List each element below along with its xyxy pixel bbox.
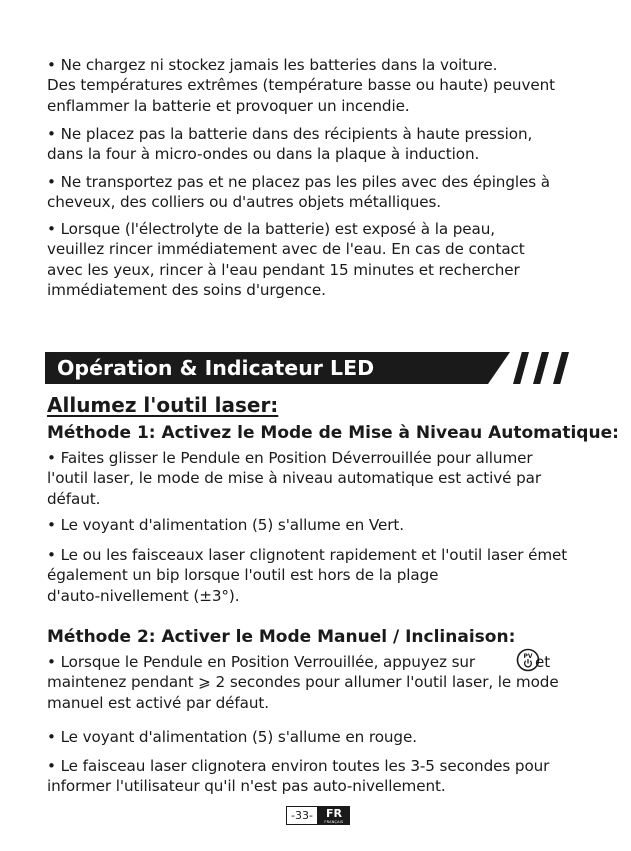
method2-bullet-laser-flash <box>47 756 592 797</box>
text-line: l'outil laser, le mode de mise à niveau automatique est activé par <box>47 469 542 488</box>
icon-label: PV <box>523 653 533 660</box>
text-line: • Ne placez pas la batterie dans des récipients à haute pression, <box>47 125 533 143</box>
text-line: • Lorsque (l'électrolyte de la batterie) est exposé à la peau, <box>47 220 496 238</box>
text-line: • Le voyant d'alimentation (5) s'allume en Vert. <box>47 516 404 534</box>
text-line: • Le voyant d'alimentation (5) s'allume en rouge. <box>47 728 417 746</box>
method2-heading: Méthode 2: Activer le Mode Manuel / Inclinaison: <box>47 627 516 647</box>
text-line: veuillez rincer immédiatement avec de l'eau. En cas de contact <box>47 240 525 259</box>
safety-bullet-pressure-containers <box>47 124 592 165</box>
method1-bullet-pendulum <box>47 448 592 509</box>
method2-bullet-red-led <box>47 727 592 747</box>
method1-heading: Méthode 1: Activez le Mode de Mise à Niveau Automatique: <box>47 423 619 443</box>
power-pv-button-icon <box>516 648 540 672</box>
safety-bullet-metal-objects <box>47 172 592 213</box>
text-line: • Le faisceau laser clignotera environ toutes les 3-5 secondes pour <box>47 757 550 775</box>
page-footer <box>286 806 350 825</box>
page-number: -33- <box>286 806 318 825</box>
slash-stripe <box>533 352 549 384</box>
language-code: FR <box>325 807 342 820</box>
safety-bullet-car-storage <box>47 55 592 116</box>
text-after-icon: et <box>535 653 551 671</box>
text-line: immédiatement des soins d'urgence. <box>47 281 326 300</box>
method2-bullet-locked-pendulum <box>47 652 592 713</box>
text-line: maintenez pendant ⩾ 2 secondes pour allumer l'outil laser, le mode <box>47 673 559 692</box>
method1-bullet-power-led <box>47 515 592 535</box>
text-line: enflammer la batterie et provoquer un incendie. <box>47 96 410 115</box>
safety-bullet-electrolyte <box>47 219 592 301</box>
slash-stripe <box>513 352 529 384</box>
section-title: Opération & Indicateur LED <box>57 356 375 380</box>
text-line: • Le ou les faisceaux laser clignotent rapidement et l'outil laser émet <box>47 546 568 564</box>
slash-stripe <box>553 352 569 384</box>
language-name: FRANÇAIS <box>324 820 344 824</box>
text-line: dans la four à micro-ondes ou dans la plaque à induction. <box>47 145 480 164</box>
section-banner <box>45 352 590 384</box>
language-badge <box>318 806 350 825</box>
method1-bullet-laser-blink <box>47 545 592 606</box>
text-line: cheveux, des colliers ou d'autres objets métalliques. <box>47 193 442 212</box>
text-line: défaut. <box>47 489 101 508</box>
text-line: • Faites glisser le Pendule en Position Déverrouillée pour allumer <box>47 449 533 467</box>
text-line: d'auto-nivellement (±3°). <box>47 586 240 605</box>
text-line <box>47 652 592 672</box>
text-line: • Ne chargez ni stockez jamais les batteries dans la voiture. <box>47 56 498 74</box>
text-line: manuel est activé par défaut. <box>47 693 269 712</box>
text-line: Des températures extrêmes (température basse ou haute) peuvent <box>47 76 555 95</box>
text-line: avec les yeux, rincer à l'eau pendant 15 minutes et rechercher <box>47 260 520 279</box>
text-line: • Ne transportez pas et ne placez pas les piles avec des épingles à <box>47 173 550 191</box>
text-line: informer l'utilisateur qu'il n'est pas auto-nivellement. <box>47 777 446 796</box>
main-heading: Allumez l'outil laser: <box>47 393 279 417</box>
text-line: également un bip lorsque l'outil est hors de la plage <box>47 566 439 585</box>
text-before-icon: • Lorsque le Pendule en Position Verrouillée, appuyez sur <box>47 653 476 671</box>
